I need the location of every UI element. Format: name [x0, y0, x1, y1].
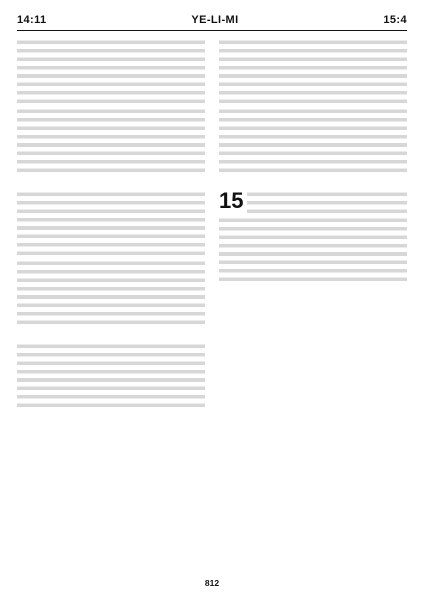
right-column	[219, 38, 407, 564]
header-verse-ref: 15:4	[383, 14, 407, 26]
running-header	[17, 14, 407, 31]
paragraph	[17, 38, 205, 105]
section-heading	[17, 177, 205, 186]
header-book-title: YE-LI-MI	[191, 14, 239, 26]
paragraph-text	[17, 107, 205, 174]
paragraph	[17, 342, 205, 409]
paragraph	[219, 38, 407, 105]
paragraph-text	[17, 259, 205, 326]
paragraph	[219, 107, 407, 174]
paragraph	[17, 259, 205, 326]
header-chapter-ref: 14:11	[17, 14, 47, 26]
paragraph	[17, 107, 205, 174]
paragraph-text	[219, 216, 407, 283]
paragraph-text	[219, 107, 407, 174]
paragraph-text	[219, 38, 407, 105]
paragraph	[219, 216, 407, 283]
paragraph-text	[17, 38, 205, 105]
paragraph-text	[247, 190, 407, 215]
paragraph	[17, 190, 205, 257]
section-heading	[17, 329, 205, 338]
left-column	[17, 38, 205, 564]
section-heading	[219, 177, 407, 186]
chapter-opening	[219, 190, 407, 215]
paragraph-text	[17, 190, 205, 257]
page-number: 812	[204, 578, 220, 588]
chapter-number: 15	[219, 188, 244, 213]
paragraph-text	[17, 342, 205, 409]
text-columns	[17, 38, 407, 564]
